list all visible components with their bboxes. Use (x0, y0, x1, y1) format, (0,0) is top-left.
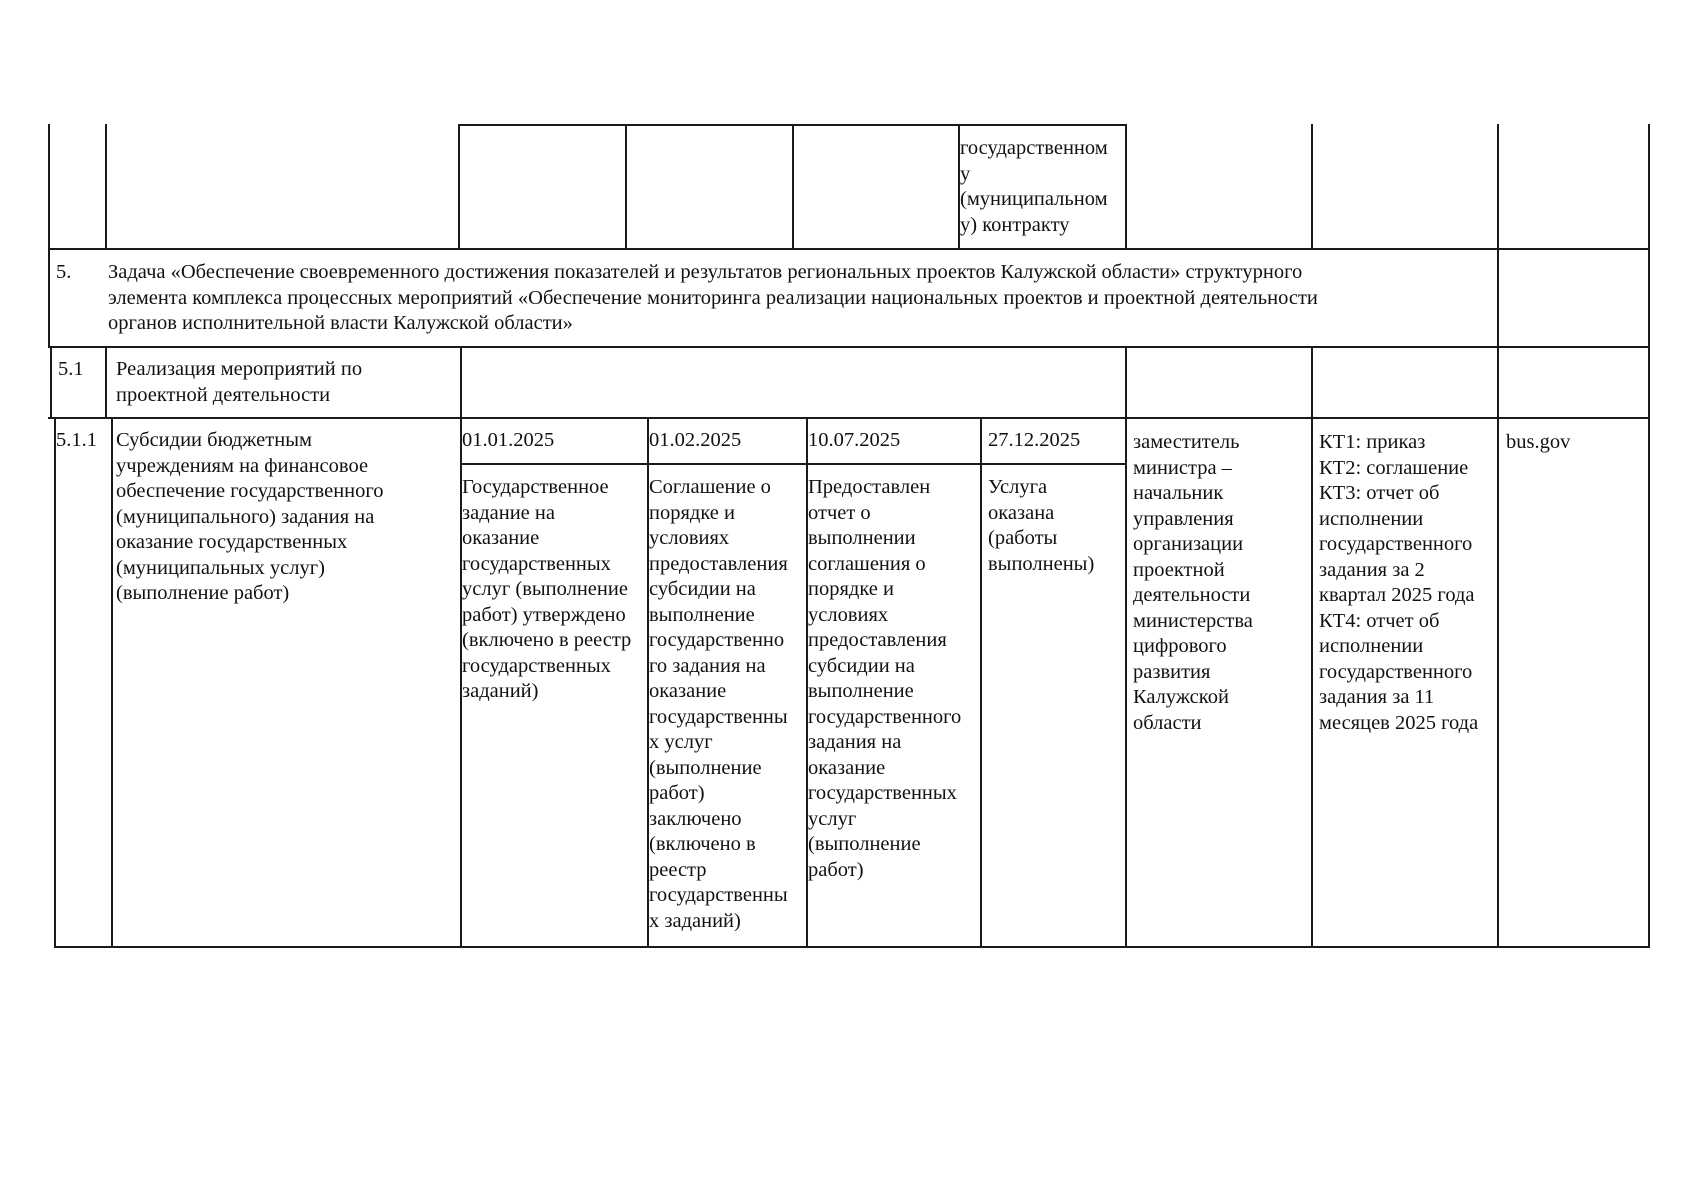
row-5-1-1-system: bus.gov (1506, 431, 1571, 453)
table-col-c-top (792, 124, 794, 250)
table-col-num-5-1-1 (111, 417, 113, 948)
table-col-e-5-1 (1125, 346, 1127, 418)
table-col-a-5-1 (460, 346, 462, 418)
row-5-1-1-control-points: КТ1: приказ КТ2: соглашение КТ3: отчет об исполнении государственного задания за 2 квартал 2025 года КТ4: отчет об исполнении государственного задания за 11 месяцев 2025 года (1319, 431, 1479, 734)
row-5-1-1-number: 5.1.1 (56, 429, 97, 451)
table-rule-row-5-1-bottom (48, 417, 1650, 419)
table-col-g-5-1-1 (1497, 417, 1499, 948)
row-5-1-1-result-1: Государственное задание на оказание государственных услуг (выполнение работ) утверждено (включено в реестр государственных заданий) (462, 476, 632, 702)
table-col-d-5-1-1 (980, 417, 982, 948)
row-5-1-1-result-2: Соглашение о порядке и условиях предоставления субсидии на выполнение государственно го задания на оказание государственны х услуг (выполнение работ) заключено (включено в реестр государственны х заданий) (649, 476, 788, 932)
row-5-1-1-date-1: 01.01.2025 (462, 429, 555, 451)
table-col-g-5-1 (1497, 346, 1499, 418)
table-col-left-edge-top (48, 124, 50, 348)
table-col-right-edge-top (1648, 124, 1650, 348)
table-col-right-edge-5-1 (1648, 346, 1650, 418)
row-5-1-1-date-2: 01.02.2025 (649, 429, 742, 451)
row-5-1-1-date-3: 10.07.2025 (808, 429, 901, 451)
table-rule-dates-bottom (460, 463, 1127, 465)
table-col-f-top (1311, 124, 1313, 250)
table-col-f-5-1 (1311, 346, 1313, 418)
top-row-contract-cell: государственном у (муниципальном у) контракту (960, 137, 1108, 236)
row-5-1-1-result-4: Услуга оказана (работы выполнены) (988, 476, 1095, 575)
table-rule-task5-bottom (48, 346, 1650, 348)
table-col-right-edge-5-1-1 (1648, 417, 1650, 948)
table-col-b-top (625, 124, 627, 250)
table-col-e-5-1-1 (1125, 417, 1127, 948)
row-5-1-1-result-3: Предоставлен отчет о выполнении соглашения о порядке и условиях предоставления субсидии на выполнение государственного задания на оказание государственных услуг (выполнение работ) (808, 476, 962, 881)
row-5-1-number: 5.1 (58, 358, 84, 380)
table-col-g-top (1497, 124, 1499, 348)
row-5-1-name: Реализация мероприятий по проектной деятельности (116, 358, 363, 406)
task5-number: 5. (56, 261, 72, 283)
table-col-f-5-1-1 (1311, 417, 1313, 948)
row-5-1-1-responsible: заместитель министра – начальник управления организации проектной деятельности министерства цифрового развития Калужской области (1133, 431, 1253, 734)
row-5-1-1-date-4: 27.12.2025 (988, 429, 1081, 451)
table-rule-row-top-bottom (48, 248, 1650, 250)
task5-description: Задача «Обеспечение своевременного достижения показателей и результатов региональных проектов Калужской области» структурного элемента комплекса процессных мероприятий «Обеспечение мониторинга реализации национальных проектов и проектной деятельности органов исполнительной власти Калужской области» (108, 261, 1318, 334)
table-rule-bottom (54, 946, 1650, 948)
table-col-e-top (1125, 124, 1127, 250)
table-col-left-edge-5-1 (50, 346, 52, 418)
table-col-num-top (105, 124, 107, 250)
table-col-num-5-1 (105, 346, 107, 418)
table-col-left-edge-5-1-1 (54, 417, 56, 948)
table-col-a-top (458, 124, 460, 250)
row-5-1-1-name: Субсидии бюджетным учреждениям на финансовое обеспечение государственного (муниципального) задания на оказание государственных (муниципальных услуг) (выполнение работ) (116, 429, 384, 604)
